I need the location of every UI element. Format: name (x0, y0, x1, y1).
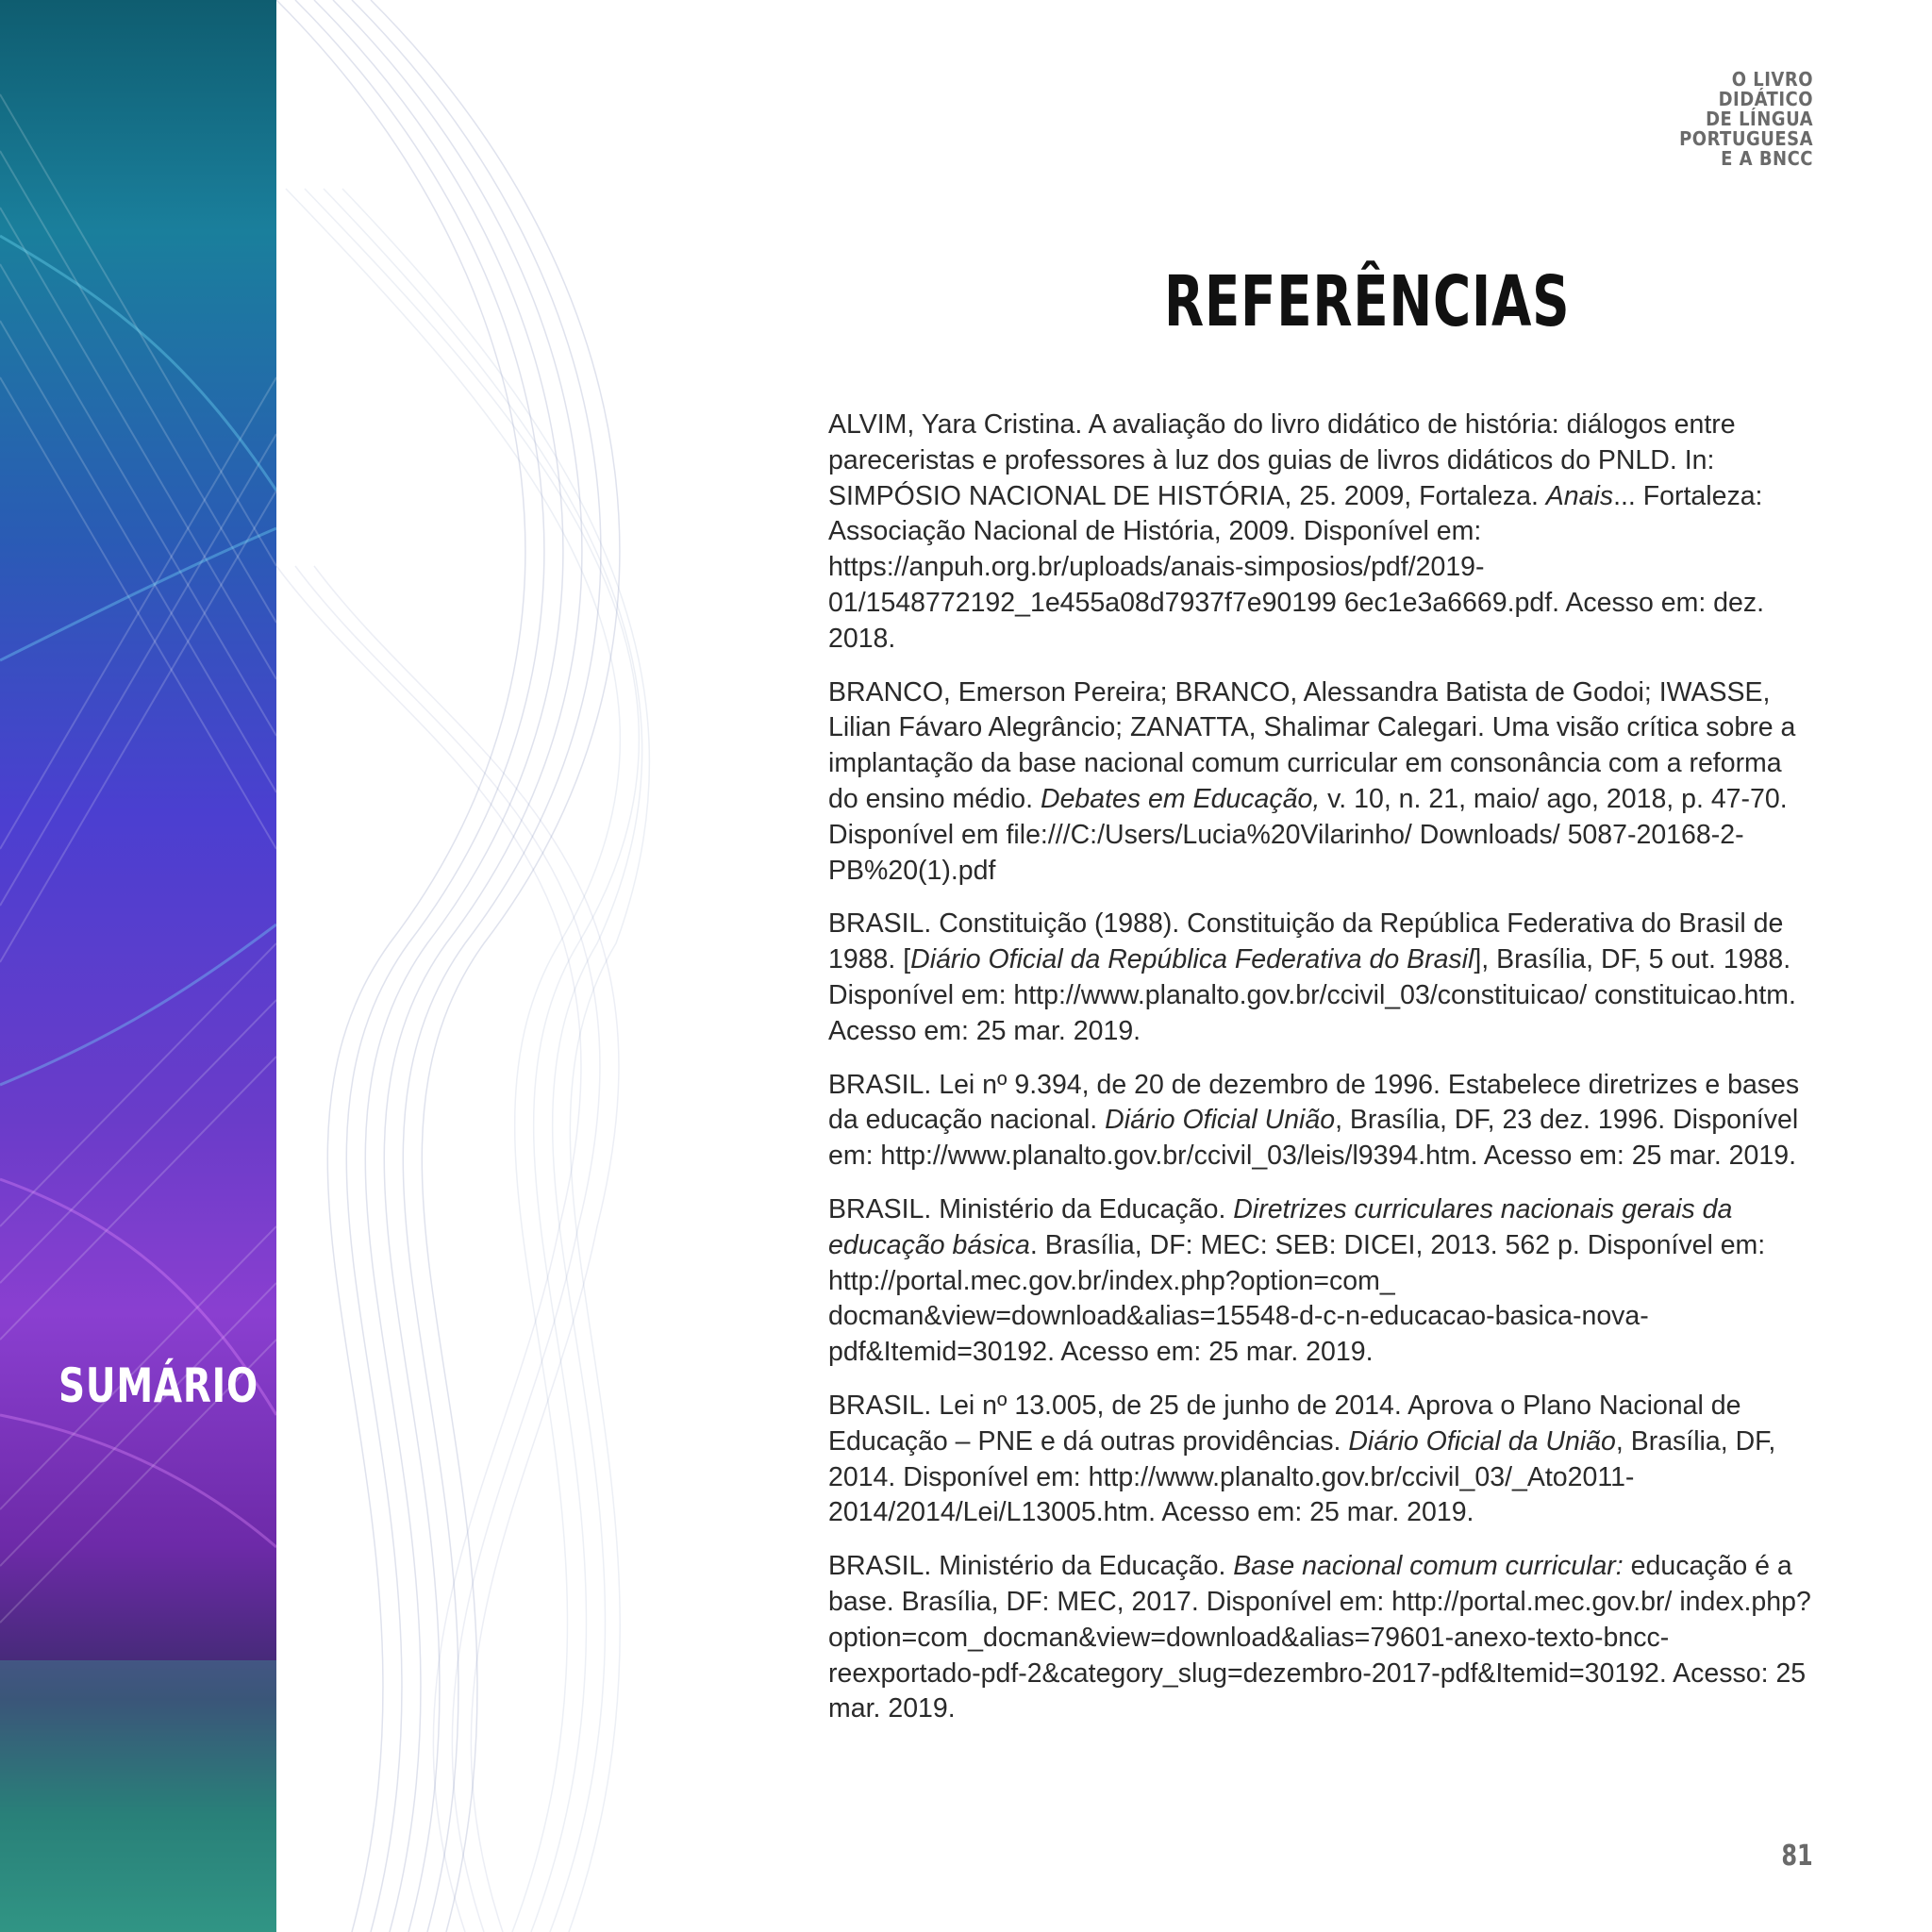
sidebar-decorative-band (0, 0, 276, 1932)
reference-entry: BRASIL. Lei nº 9.394, de 20 de dezembro de 1996. Estabelece diretrizes e bases da educação nacional. Diário Oficial União, Brasília, DF, 23 dez. 1996. Disponível em: http://www.planalto.gov.br/ccivil_03/leis/l9394.htm. Acesso em: 25 mar. 2019. (828, 1069, 1800, 1172)
reference-entry: BRASIL. Ministério da Educação. Base nacional comum curricular: educação é a base. Brasília, DF: MEC, 2017. Disponível em: http://portal.mec.gov.br/ index.php?option=com_docman&view=download&alias=79601-anexo-texto-bncc-reexportado-pdf-2&category_slug=dezembro-2017-pdf&Itemid=30192. Acesso: 25 mar. 2019. (828, 1551, 1811, 1724)
book-title-line: DE LÍNGUA (1706, 108, 1813, 130)
page-title: REFERÊNCIAS (1164, 261, 1571, 342)
reference-entry: ALVIM, Yara Cristina. A avaliação do livro didático de história: diálogos entre pareceristas e professores à luz dos guias de livros didáticos do PNLD. In: SIMPÓSIO NACIONAL DE HISTÓRIA, 25. 2009, Fortaleza. Anais... Fortaleza: Associação Nacional de História, 2009. Disponível em: https://anpuh.org.br/uploads/anais-simposios/pdf/2019-01/1548772192_1e455a08d7937f7e90199 6ec1e3a6669.pdf. Acesso em: dez. 2018. (828, 409, 1765, 654)
book-title-line: DIDÁTICO (1718, 88, 1813, 110)
background-wave-lines (276, 0, 748, 1932)
book-title-line: PORTUGUESA (1679, 127, 1813, 150)
page-number: 81 (1781, 1840, 1813, 1873)
reference-entry: BRASIL. Constituição (1988). Constituição da República Federativa do Brasil de 1988. [Diário Oficial da República Federativa do Brasil], Brasília, DF, 5 out. 1988. Disponível em: http://www.planalto.gov.br/ccivil_03/constituicao/ constituicao.htm. Acesso em: 25 mar. 2019. (828, 908, 1796, 1046)
sidebar-line-pattern (0, 0, 276, 1932)
book-title (1624, 70, 1813, 169)
sumario-link[interactable]: SUMÁRIO (58, 1358, 258, 1413)
reference-entry: BRANCO, Emerson Pereira; BRANCO, Alessandra Batista de Godoi; IWASSE, Lilian Fávaro Alegrâncio; ZANATTA, Shalimar Calegari. Uma visão crítica sobre a implantação da base nacional comum curricular em consonância com a reforma do ensino médio. Debates em Educação, v. 10, n. 21, maio/ ago, 2018, p. 47-70. Disponível em file:///C:/Users/Lucia%20Vilarinho/ Downloads/ 5087-20168-2-PB%20(1).pdf (828, 676, 1796, 886)
book-title-line: O LIVRO (1731, 68, 1813, 91)
reference-entry: BRASIL. Ministério da Educação. Diretrizes curriculares nacionais gerais da educação básica. Brasília, DF: MEC: SEB: DICEI, 2013. 562 p. Disponível em: http://portal.mec.gov.br/index.php?option=com_ docman&view=download&alias=15548-d-c-n-educacao-basica-nova-pdf&Itemid=30192. Acesso em: 25 mar. 2019. (828, 1193, 1766, 1368)
book-title-line: E A BNCC (1721, 147, 1813, 170)
references-list (828, 408, 1819, 1745)
reference-entry: BRASIL. Lei nº 13.005, de 25 de junho de 2014. Aprova o Plano Nacional de Educação – PNE e dá outras providências. Diário Oficial da União, Brasília, DF, 2014. Disponível em: http://www.planalto.gov.br/ccivil_03/_Ato2011-2014/2014/Lei/L13005.htm. Acesso em: 25 mar. 2019. (828, 1390, 1776, 1528)
